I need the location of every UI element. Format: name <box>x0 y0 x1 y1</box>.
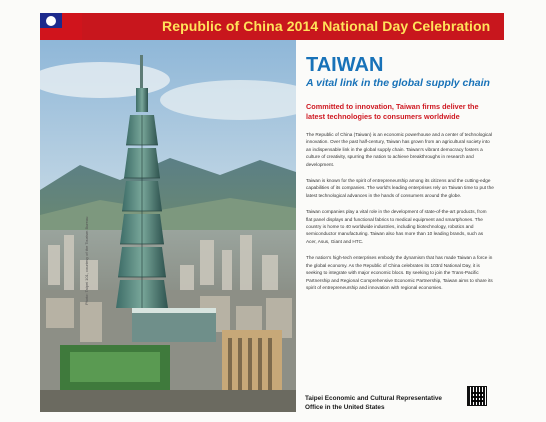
article-paragraph: Taiwan is known for the spirit of entrepreneurship among its citizens and the cutting-edge capabilities of its companies. The world's leading enterprises rely on Taiwan time to put the latest technological advances in the hands of consumers around the globe. <box>306 178 494 198</box>
article-subheading: A vital link in the global supply chain <box>306 77 490 89</box>
flag-canton <box>40 13 62 28</box>
roc-flag-icon <box>40 13 82 40</box>
qr-code-icon <box>468 387 486 405</box>
article-paragraph: Taiwan companies play a vital role in the development of state-of-the-art products, from flat panel displays and functional fabrics to medical equipment and smartphones. The country is home to 40 worldwide industries, including biotechnology, robotics and semiconductor manufacturing. Taiwan also has more than 10 leading brands, such as Acer, Asus, Giant and HTC. <box>306 209 487 244</box>
article-tagline: Committed to innovation, Taiwan firms deliver the latest technologies to consumers worldwide <box>306 102 479 121</box>
article-heading: TAIWAN <box>306 54 384 76</box>
sponsor-line-1: Taipei Economic and Cultural Representative <box>305 395 442 402</box>
photo-credit: Photo: Taipei 101, courtesy of the Tourism Bureau <box>84 216 89 305</box>
article-paragraph: The Republic of China (Taiwan) is an economic powerhouse and a center of technological innovation. Over the past half-century, Taiwan has grown from an agricultural society into an indispensable link in the global supply chain. Taiwan's vibrant democracy fosters a culture of creativity, spurring the nation to achieve breakthroughs in research and development. <box>306 132 493 167</box>
flag-sun <box>46 16 56 26</box>
article-column <box>306 54 494 291</box>
qr-code-pattern <box>471 390 483 402</box>
banner-title: Republic of China 2014 National Day Celebration <box>162 18 491 34</box>
sponsor-footer <box>305 395 485 412</box>
sponsor-line-2: Office in the United States <box>305 403 385 411</box>
taipei-101-photo <box>40 40 296 412</box>
header-banner <box>40 13 504 40</box>
article-paragraph: The nation's high-tech enterprises embody the dynamism that has made Taiwan a force in the global economy. As the Republic of China celebrates its 103rd National Day, it is seeking to integrate with major economic blocs. By seeking to join the Trans-Pacific Partnership and Regional Comprehensive Economic Partnership, Taiwan aims to share its spirit of entrepreneurship and innovation with regional economies. <box>306 255 493 290</box>
